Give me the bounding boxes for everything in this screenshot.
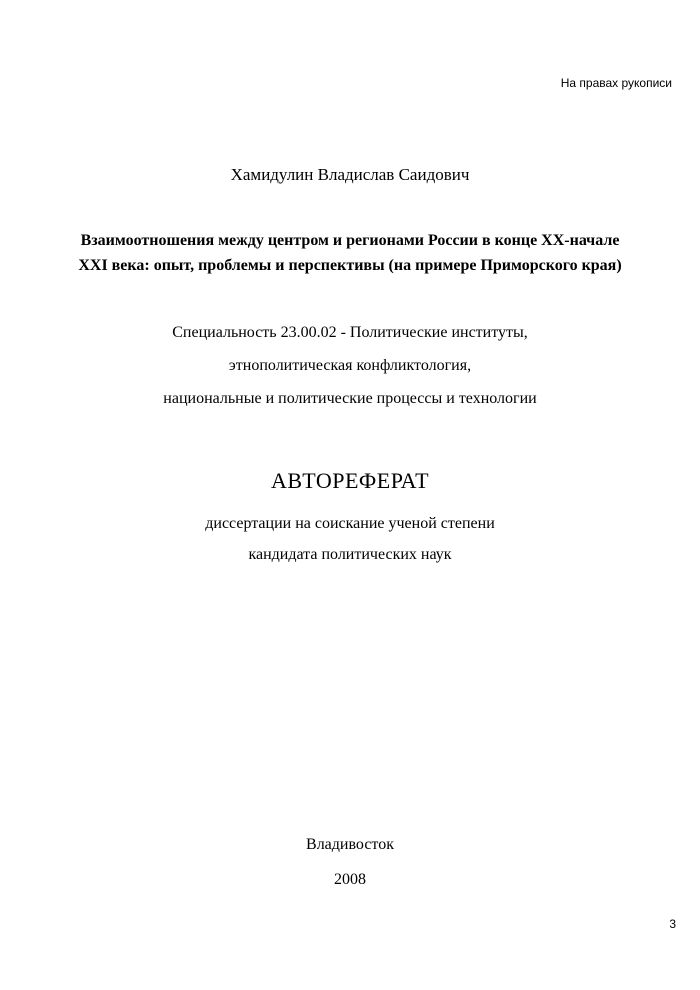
degree-block bbox=[0, 508, 700, 570]
dissertation-title bbox=[0, 228, 700, 278]
title-line: Взаимоотношения между центром и регионами России в конце XX-начале bbox=[80, 232, 620, 249]
degree-line: диссертации на соискание ученой степени bbox=[205, 515, 495, 532]
specialty-line: Специальность 23.00.02 - Политические институты, bbox=[172, 324, 528, 341]
title-line: XXI века: опыт, проблемы и перспективы (на примере Приморского края) bbox=[78, 257, 622, 274]
page-number: 3 bbox=[669, 917, 676, 931]
year: 2008 bbox=[334, 871, 366, 888]
author-name: Хамидулин Владислав Саидович bbox=[230, 165, 470, 184]
city: Владивосток bbox=[306, 836, 394, 853]
specialty-line: национальные и политические процессы и технологии bbox=[163, 390, 537, 407]
specialty-block bbox=[0, 316, 700, 415]
specialty-line: этнополитическая конфликтология, bbox=[228, 357, 472, 374]
document-type: АВТОРЕФЕРАТ bbox=[270, 468, 430, 493]
degree-line: кандидата политических наук bbox=[248, 546, 452, 563]
rights-note: На правах рукописи bbox=[560, 76, 672, 90]
